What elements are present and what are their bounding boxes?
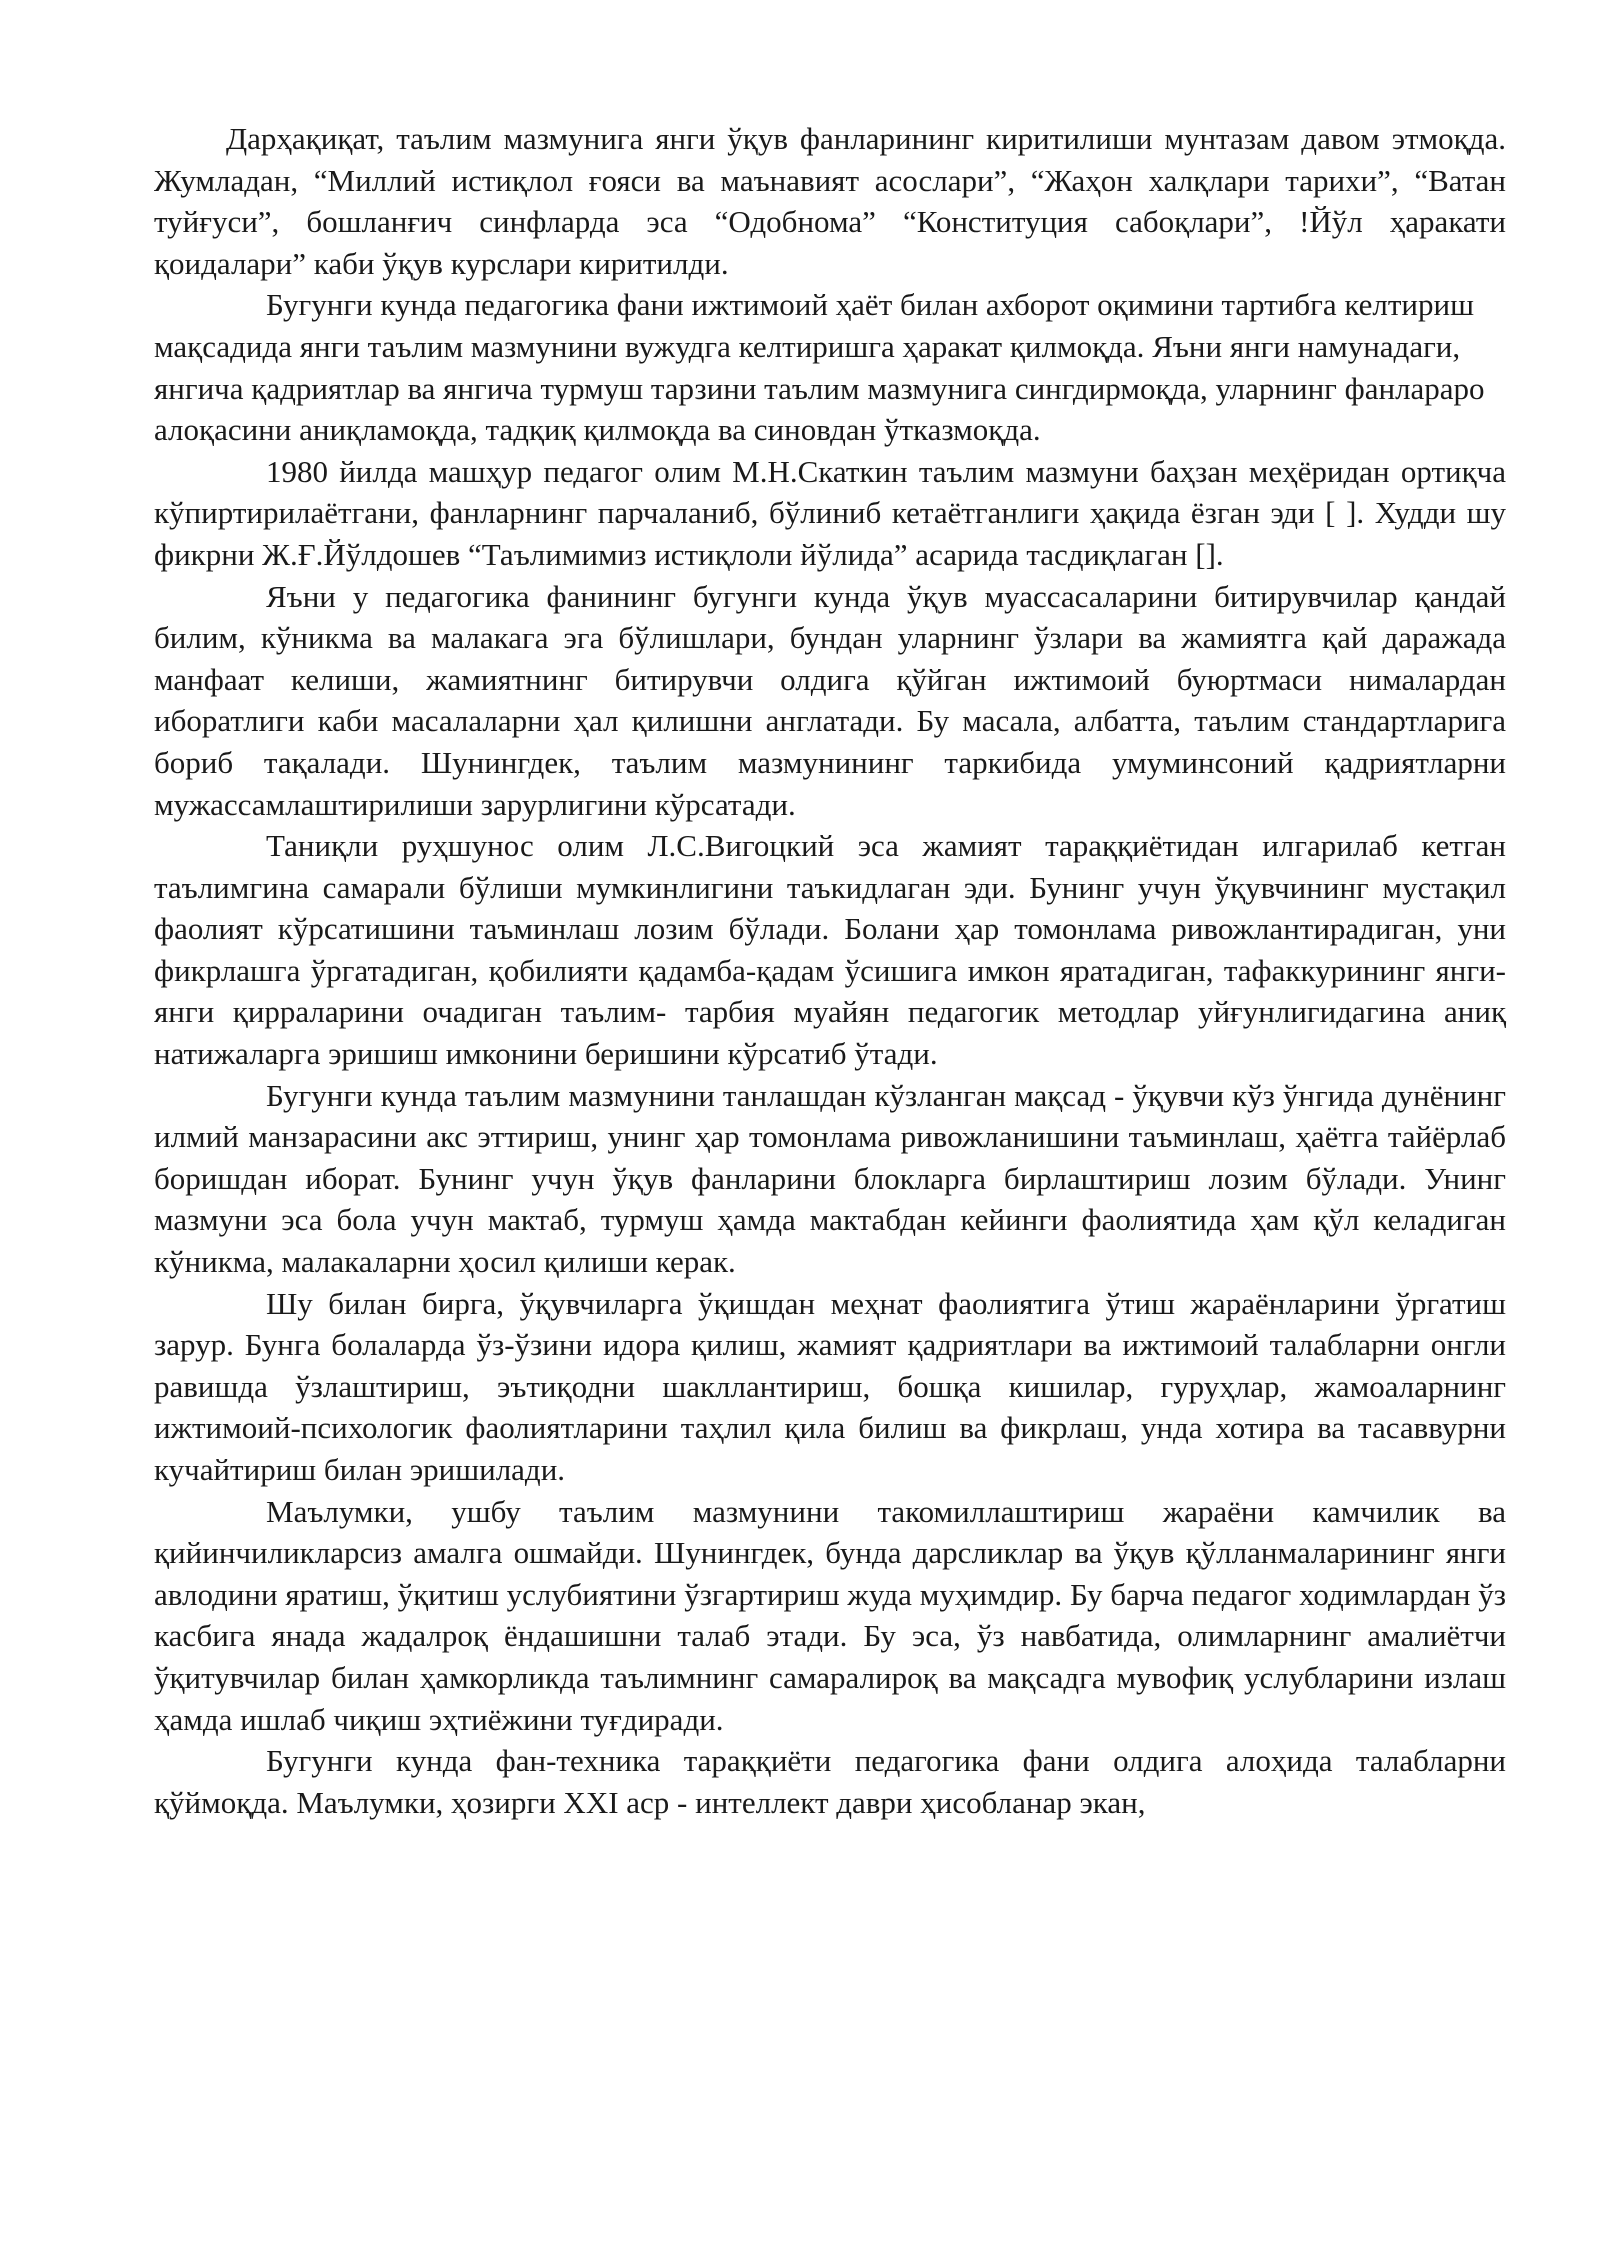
text-line: таълим мазмунининг таркибида умуминсоний қадриятларни мужассамлаштирилиши: [154, 744, 1507, 822]
text-line: жамиятга қай даражада манфаат келиши, жамиятнинг битирувчи олдига қўйган: [154, 620, 1506, 697]
text-line: ўнгида дунёнинг илмий манзарасини акс эттириш, унинг ҳар томонлама: [154, 1077, 1506, 1155]
paragraph: [154, 1740, 1506, 1823]
text-line: “Конституция сабоқлари”, !Йўл ҳаракати қоидалари” каби ўқув курслари киритилди.: [154, 204, 1507, 281]
text-line: талабларни қўймоқда. Маълумки, ҳозирги XXI аср - интеллект даври ҳисобланар экан,: [154, 1743, 1507, 1820]
paragraph: [154, 284, 1506, 450]
paragraph: [154, 451, 1506, 576]
text-line: ўқувчининг мустақил фаолият кўрсатишини таъминлаш лозим бўлади. Болани ҳар: [154, 869, 1507, 947]
paragraph: [154, 1491, 1506, 1741]
text-line: зарурлигини кўрсатади.: [480, 786, 796, 822]
text-line: билиш ва фикрлаш, унда хотира ва тасаввурни кучайтириш билан эришилади.: [154, 1410, 1506, 1487]
paragraph: [154, 1075, 1506, 1283]
text-line: томонлама ривожлантирадиган, уни фикрлашга ўргатадиган, қобилияти қадамба-қадам: [154, 911, 1506, 988]
text-line: Яъни у педагогика фанининг бугунги кунда ўқув муассасаларини битирувчилар: [266, 578, 1398, 614]
text-line: кетаётганлиги ҳақида ёзган эди [ ]. Худди шу фикрни Ж.Ғ.Йўлдошев “Таълимимиз: [154, 495, 1507, 572]
text-line: меҳёридан ортиқча кўпиртирилаётгани, фанларнинг парчаланиб, бўлиниб: [154, 453, 1506, 531]
paragraph: [154, 825, 1506, 1075]
text-line: кишилар, гуруҳлар, жамоаларнинг ижтимоий-психологик фаолиятларини таҳлил қила: [154, 1368, 1507, 1446]
text-line: истиқлоли йўлида” асарида тасдиқлаган [].: [654, 536, 1224, 572]
text-line: қандай билим, кўникма ва малакага эга бўлишлари, бундан уларнинг ўзлари ва: [154, 578, 1506, 656]
text-line: Дарҳақиқат, таълим мазмунига янги ўқув фанларининг киритилиши мунтазам: [226, 121, 1290, 156]
text-line: эҳтиёжини туғдиради.: [428, 1701, 724, 1737]
text-line: ижтимоий талабларни онгли равишда ўзлаштириш, эътиқодни шакллантириш, бошқа: [154, 1327, 1507, 1404]
text-line: Таниқли руҳшунос олим Л.С.Вигоцкий эса жамият тараққиётидан илгарилаб: [266, 828, 1398, 864]
text-line: ривожланишини таъминлаш, ҳаётга тайёрлаб боришдан иборат. Бунинг учун ўқув: [154, 1119, 1506, 1196]
text-line: ўргатиш зарур. Бунга болаларда ўз-ўзини идора қилиш, жамият қадриятлари ва: [154, 1285, 1507, 1363]
text-line: кетган таълимгина самарали бўлиши мумкинлигини таъкидлаган эди. Бунинг учун: [154, 828, 1507, 905]
document-body: [154, 118, 1506, 1823]
paragraph: [154, 118, 1506, 284]
text-line: қилмоқда ва синовдан ўтказмоқда.: [583, 412, 1041, 448]
text-line: давом этмоқда. Жумладан, “Миллий истиқлол ғояси ва маънавият асослари”, “Жаҳон: [154, 121, 1507, 198]
text-line: тарбия муайян педагогик методлар уйғунлигидагина аниқ натижаларга эришиш: [154, 994, 1507, 1072]
text-line: таълимнинг самаралироқ ва мақсадга мувофиқ услубларини излаш ҳамда ишлаб чиқиш: [154, 1659, 1507, 1737]
text-line: малакаларни ҳосил қилиши керак.: [281, 1244, 736, 1280]
paragraph: [154, 1283, 1506, 1491]
text-line: ижтимоий буюртмаси нималардан иборатлиги каби масалаларни ҳал қилишни: [154, 661, 1507, 739]
text-line: имконини беришини кўрсатиб ўтади.: [445, 1036, 938, 1072]
text-line: фанларини блокларга бирлаштириш лозим бўлади. Унинг мазмуни эса бола учун: [154, 1160, 1506, 1238]
text-line: Бугунги кунда фан-техника тараққиёти педагогика фани олдига алоҳида: [266, 1743, 1333, 1779]
text-line: Шу билан бирга, ўқувчиларга ўқишдан меҳнат фаолиятига ўтиш жараёнларини: [266, 1285, 1380, 1321]
text-line: мактаб, турмуш ҳамда мактабдан кейинги фаолиятида ҳам қўл келадиган кўникма,: [154, 1202, 1507, 1280]
text-line: келтириш мақсадида янги таълим мазмунини вужудга келтиришга ҳаракат қилмоқда.: [154, 287, 1474, 364]
text-line: мазмунига сингдирмоқда, уларнинг фанлараро алоқасини аниқламоқда, тадқиқ: [154, 370, 1485, 448]
text-line: Бугунги кунда таълим мазмунини танлашдан кўзланган мақсад - ўқувчи кўз: [266, 1077, 1275, 1113]
text-line: 1980 йилда машҳур педагог олим М.Н.Скаткин таълим мазмуни баҳзан: [266, 453, 1238, 489]
text-line: ўсишига имкон яратадиган, тафаккурининг янги-янги қирраларини очадиган таълим-: [154, 952, 1507, 1030]
text-line: Маълумки, ушбу таълим мазмунини такомиллаштириш жараёни камчилик ва: [266, 1493, 1506, 1529]
text-line: қийинчиликларсиз амалга ошмайди. Шунингдек, бунда дарсликлар ва ўқув: [154, 1535, 1175, 1571]
text-line: англатади. Бу масала, албатта, таълим стандартларига бориб тақалади. Шунингдек,: [154, 703, 1507, 780]
text-line: Яъни янги намунадаги, янгича қадриятлар ва янгича турмуш тарзини таълим: [154, 328, 1461, 406]
text-line: Бугунги кунда педагогика фани ижтимоий ҳаёт билан ахборот оқимини тартибга: [266, 287, 1337, 323]
text-line: қўлланмаларининг янги авлодини яратиш, ўқитиш услубиятини ўзгартириш жуда: [154, 1535, 1506, 1612]
text-line: муҳимдир. Бу барча педагог ходимлардан ўз касбига янада жадалроқ ёндашишни талаб: [154, 1576, 1507, 1654]
text-line: халқлари тарихи”, “Ватан туйғуси”, бошланғич синфларда эса “Одобнома”: [154, 162, 1507, 240]
paragraph: [154, 576, 1506, 826]
text-line: этади. Бу эса, ўз навбатида, олимларнинг амалиётчи ўқитувчилар билан ҳамкорликда: [154, 1618, 1507, 1695]
